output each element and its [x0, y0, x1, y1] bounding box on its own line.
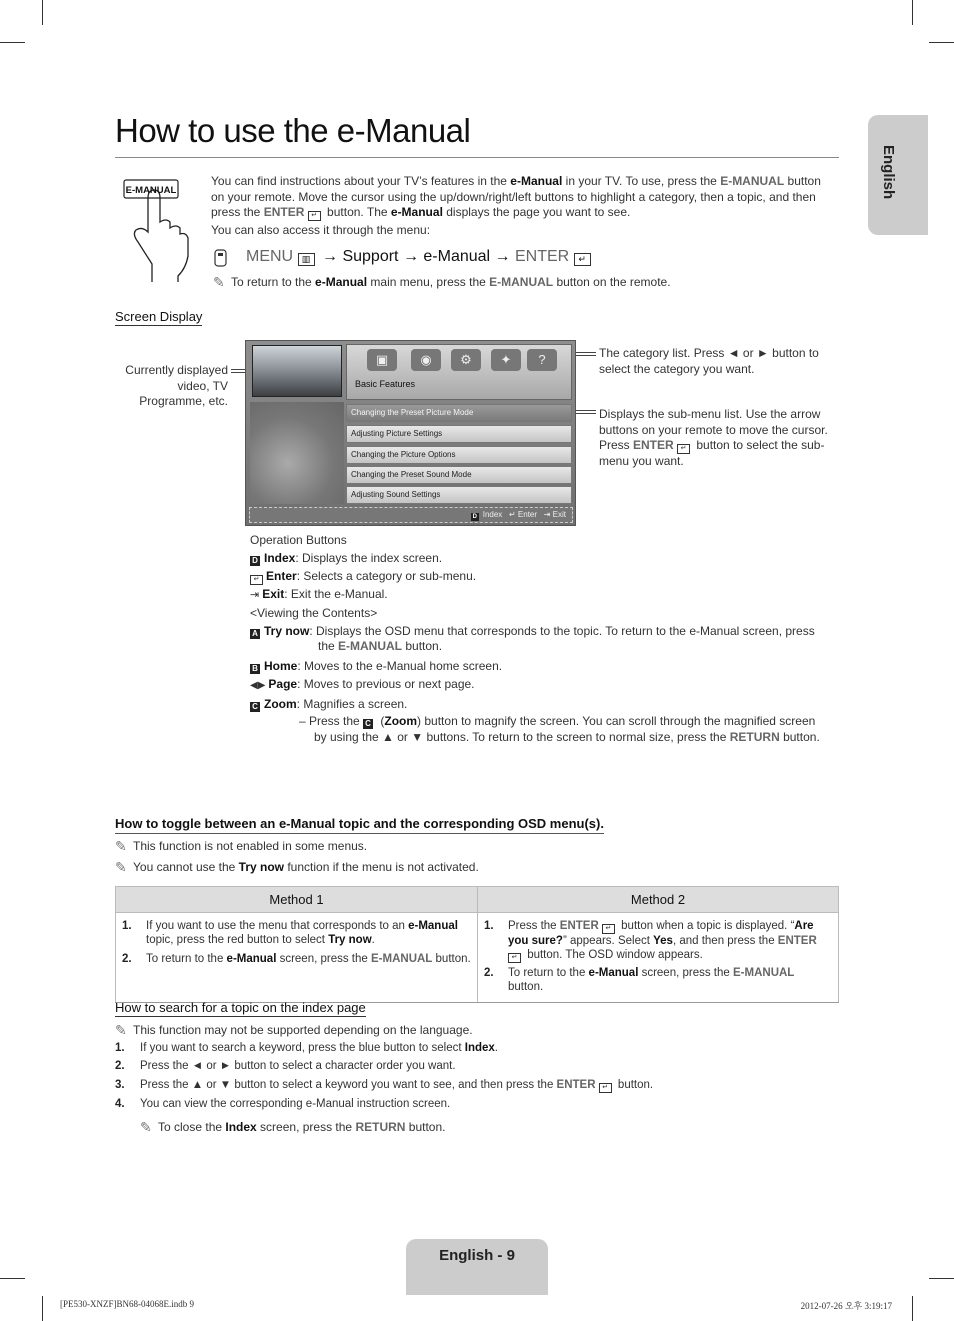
method-run: button when a topic is displayed. “ [617, 920, 795, 932]
search-run: To close the [158, 1120, 226, 1134]
title-divider [115, 157, 839, 158]
method-run: e-Manual [226, 953, 277, 965]
search-step [115, 1098, 450, 1110]
index-key-icon: D [472, 514, 477, 520]
step-number: 1. [484, 920, 494, 932]
method-2-header: Method 2 [478, 887, 839, 913]
operation-run: button. [402, 639, 443, 653]
intro-text-run: ENTER [263, 205, 305, 219]
menu-path-run: MENU [246, 248, 294, 265]
network-icon[interactable]: ◉ [411, 349, 441, 371]
submenu-item[interactable]: Changing the Preset Sound Mode [346, 466, 572, 484]
method-run: button. [508, 981, 544, 993]
index-key-icon: D [250, 556, 260, 566]
op-exit[interactable]: Exit [552, 510, 566, 519]
right-callout-run: Press [599, 438, 634, 452]
operation-section [250, 531, 840, 745]
language-tab-label: English [880, 145, 897, 200]
operation-run: : Exit the e-Manual. [284, 587, 388, 601]
search-run: Press the ◄ or ► button to select a character order you want. [140, 1060, 456, 1072]
search-note [115, 1023, 473, 1039]
right-callout-category [599, 346, 839, 377]
enter-icon: ↵ [602, 924, 615, 934]
page-number: English - 9 [439, 1247, 515, 1264]
a-key-icon: A [250, 629, 260, 639]
submenu-item[interactable]: Adjusting Sound Settings [346, 486, 572, 504]
category-label: Basic Features [355, 379, 416, 389]
operation-run: : Selects a category or sub-menu. [296, 569, 477, 583]
method-run: . [371, 934, 375, 946]
toggle-heading: How to toggle between an e-Manual topic and the corresponding OSD menu(s). [115, 816, 604, 834]
intro-text-run: E-MANUAL [720, 174, 785, 188]
menu-path [246, 248, 594, 266]
toggle-note-run: function if the menu is not activated. [284, 860, 479, 874]
note-pencil-icon: ✎ [140, 1119, 152, 1135]
search-run: button. [405, 1120, 446, 1134]
screen-display-heading: Screen Display [115, 309, 203, 324]
note-return-run: E-MANUAL [489, 275, 554, 289]
crop-mark [929, 1278, 954, 1279]
search-step [115, 1042, 498, 1054]
page-title: How to use the e-Manual [115, 112, 471, 149]
method-run: E-MANUAL [371, 953, 433, 965]
method-run: topic, press the red button to select [146, 934, 329, 946]
operation-run: Enter [266, 569, 297, 583]
page-number-tab [406, 1239, 548, 1295]
intro-text-run: in your TV. To use, press the [562, 174, 721, 188]
operation-run: : Magnifies a screen. [296, 697, 408, 711]
operation-heading: Operation Buttons [250, 533, 347, 547]
intro-text-run: e-Manual [390, 205, 443, 219]
callout-line [576, 410, 596, 411]
operation-run: Exit [262, 587, 285, 601]
step-number: 2. [122, 953, 132, 965]
toggle-note-run: You cannot use the [133, 860, 239, 874]
intro-text-run: press the [211, 205, 264, 219]
note-pencil-icon: ✎ [213, 274, 225, 290]
op-index[interactable]: Index [482, 510, 503, 519]
step-number: 2. [484, 967, 494, 979]
operation-run: the [318, 639, 339, 653]
left-callout-line: Programme, etc. [139, 394, 228, 408]
menu-path-run: ENTER [514, 248, 570, 265]
step-number: 3. [115, 1079, 125, 1091]
right-callout-line: select the category you want. [599, 361, 755, 376]
method-run: Press the [508, 920, 560, 932]
enter-icon: ↵ [308, 211, 321, 221]
right-callout-run: ENTER [633, 438, 674, 452]
note-pencil-icon: ✎ [115, 1022, 127, 1038]
method-1-cell [116, 913, 478, 1003]
search-step [115, 1079, 653, 1093]
operation-run: Page [268, 677, 298, 691]
crop-mark [42, 0, 43, 25]
menu-path-run: → Support → e-Manual → [317, 248, 515, 265]
search-run: Index [225, 1120, 257, 1134]
language-tab [868, 115, 928, 235]
operation-run: Home [264, 659, 298, 673]
operation-run: Index [264, 551, 296, 565]
note-return-run: button on the remote. [553, 275, 671, 289]
operation-run: RETURN [729, 730, 780, 744]
page-arrows-icon: ◀▶ [250, 680, 266, 691]
operation-run: : Displays the index screen. [295, 551, 443, 565]
method-run: To return to the [508, 967, 589, 979]
crop-mark [42, 1296, 43, 1321]
note-pencil-icon: ✎ [115, 838, 127, 854]
search-note-run: This function may not be supported depending on the language. [133, 1023, 473, 1037]
intro-text-run: displays the page you want to see. [442, 205, 631, 219]
op-enter[interactable]: Enter [517, 510, 538, 519]
enter-icon: ↵ [508, 510, 516, 519]
enter-icon: ↵ [574, 253, 591, 266]
search-run: ENTER [556, 1079, 596, 1091]
crop-mark [929, 42, 954, 43]
basic-features-icon[interactable]: ▣ [367, 349, 397, 371]
operation-run: ( [377, 714, 385, 728]
callout-line [576, 352, 596, 353]
search-run: Index [464, 1042, 495, 1054]
advanced-icon[interactable]: ✦ [491, 349, 521, 371]
intro-text-run: You can find instructions about your TV’s features in the [211, 174, 511, 188]
operation-run: – Press the [299, 714, 364, 728]
method-run: If you want to use the menu that corresponds to an [146, 920, 409, 932]
note-return-run: e-Manual [315, 275, 368, 289]
right-callout-line: menu you want. [599, 454, 684, 468]
b-key-icon: B [250, 664, 260, 674]
method-run: button. [432, 953, 471, 965]
search-run: You can view the corresponding e-Manual instruction screen. [140, 1098, 451, 1110]
left-callout-line: Currently displayed [125, 363, 228, 377]
remote-hand-icon [118, 172, 198, 284]
c-key-icon: C [363, 719, 373, 729]
menu-grid-icon: ▥ [298, 253, 315, 266]
method-run: e-Manual [408, 920, 458, 932]
search-run: Press the ▲ or ▼ button to select a keyword you want to see, and then press the [140, 1079, 557, 1091]
left-callout-line: video, TV [177, 378, 228, 393]
method-1-header: Method 1 [116, 887, 478, 913]
operation-run: ) button to magnify the screen. You can scroll through the magnified screen [417, 714, 816, 728]
right-callout-line: buttons on your remote to move the cursor. [599, 422, 828, 437]
crop-mark [912, 0, 913, 25]
enter-icon: ↵ [508, 953, 521, 963]
method-run: Yes [653, 935, 673, 947]
note-return-run: To return to the [231, 275, 316, 289]
method-run: ENTER [559, 920, 599, 932]
operation-run: : Moves to the e-Manual home screen. [297, 659, 503, 673]
submenu-item[interactable]: Adjusting Picture Settings [346, 425, 572, 443]
method-run: To return to the [146, 953, 227, 965]
step-number: 1. [122, 920, 132, 932]
intro-text-run: e-Manual [510, 174, 563, 188]
operation-run: Try now [264, 624, 310, 638]
intro-text-run: on your remote. Move the cursor using the up/down/right/left buttons to highlight a category, then a topic, and then [211, 189, 816, 204]
method-run: button. The OSD window appears. [524, 949, 703, 961]
intro-text-run: button. The [323, 205, 391, 219]
crop-mark [0, 42, 25, 43]
left-callout [110, 363, 228, 410]
method-run: e-Manual [588, 967, 639, 979]
method-run: , and then press the [672, 935, 778, 947]
submenu-item[interactable]: Changing the Preset Picture Mode [346, 404, 572, 422]
operation-run: : Moves to previous or next page. [297, 677, 475, 691]
callout-line [576, 355, 596, 356]
search-close-note [140, 1120, 445, 1136]
toggle-note-run: Try now [238, 860, 284, 874]
video-thumbnail [252, 345, 342, 397]
right-callout-line: The category list. Press ◄ or ► button to [599, 346, 819, 360]
operation-run: Zoom [264, 697, 297, 711]
callout-line [576, 413, 596, 414]
help-icon[interactable]: ? [527, 349, 557, 371]
menu-remote-icon [212, 249, 230, 267]
right-callout-run: button to select the sub- [693, 438, 825, 452]
intro-text [211, 174, 836, 239]
footer-file: [PE530-XNZF]BN68-04068E.indb 9 [60, 1299, 194, 1309]
intro-text-run: button [784, 174, 821, 188]
enter-icon: ↵ [599, 1083, 612, 1093]
search-run: button. [614, 1079, 654, 1091]
right-callout-submenu [599, 407, 839, 470]
tv-illustration [250, 402, 344, 504]
viewing-contents-label: <Viewing the Contents> [250, 606, 378, 620]
operation-bar [249, 507, 573, 523]
method-run: E-MANUAL [733, 967, 795, 979]
gear-icon[interactable]: ⚙ [451, 349, 481, 371]
method-run: screen, press the [276, 953, 371, 965]
step-number: 1. [115, 1042, 125, 1054]
crop-mark [912, 1296, 913, 1321]
remote-label: E-MANUAL [125, 185, 177, 196]
note-return-run: main menu, press the [367, 275, 490, 289]
exit-icon: ⇥ [543, 510, 551, 519]
operation-run: by using the ▲ or ▼ buttons. To return to the screen to normal size, press the [314, 730, 730, 744]
exit-icon: ⇥ [250, 589, 260, 601]
operation-run: E-MANUAL [338, 639, 403, 653]
method-run: Try now [328, 934, 372, 946]
toggle-note-run: This function is not enabled in some menus. [133, 839, 368, 853]
enter-icon: ↵ [250, 575, 263, 585]
search-run: screen, press the [256, 1120, 356, 1134]
right-callout-line: Displays the sub-menu list. Use the arrow [599, 407, 821, 421]
toggle-note-2 [115, 860, 479, 876]
note-pencil-icon: ✎ [115, 859, 127, 875]
search-run: RETURN [355, 1120, 406, 1134]
operation-run: Zoom [384, 714, 418, 728]
intro-text-run: You can also access it through the menu: [211, 223, 431, 237]
method-run: screen, press the [638, 967, 733, 979]
step-number: 4. [115, 1098, 125, 1110]
methods-table [115, 886, 839, 1003]
enter-icon: ↵ [677, 444, 690, 454]
operation-run: : Displays the OSD menu that corresponds to the topic. To return to the e-Manual screen, press [309, 624, 815, 638]
footer-timestamp: 2012-07-26 오후 3:19:17 [800, 1301, 892, 1311]
crop-mark [0, 1278, 25, 1279]
note-return [213, 275, 671, 291]
search-heading: How to search for a topic on the index page [115, 1000, 366, 1015]
step-number: 2. [115, 1060, 125, 1072]
search-run: If you want to search a keyword, press the blue button to select [140, 1042, 465, 1054]
submenu-item[interactable]: Changing the Picture Options [346, 446, 572, 464]
method-run: Are you sure? [508, 920, 814, 947]
search-step [115, 1060, 456, 1072]
toggle-note-1 [115, 839, 367, 855]
operation-run: button. [779, 730, 820, 744]
method-run: ” appears. Select [562, 935, 654, 947]
search-run: . [494, 1042, 498, 1054]
method-2-cell [478, 913, 839, 1003]
method-run: ENTER [777, 935, 817, 947]
c-key-icon: C [250, 702, 260, 712]
category-bar [346, 344, 572, 400]
